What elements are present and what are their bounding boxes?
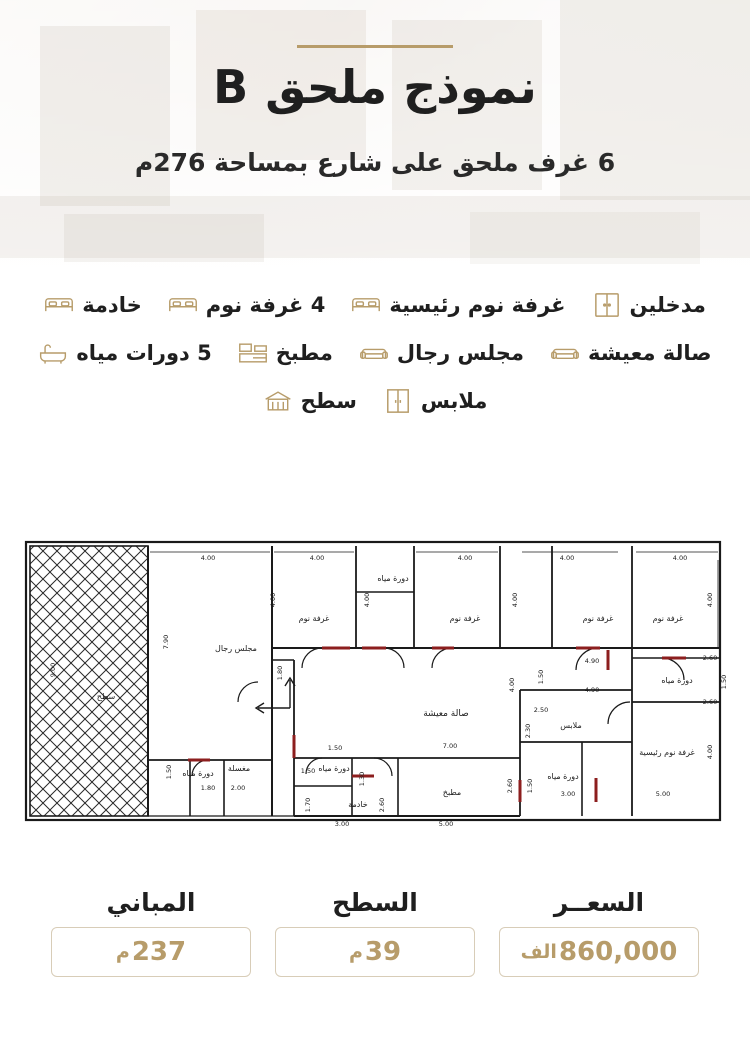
plan-room-label: سطح <box>96 692 116 701</box>
plan-room-label: غرفة نوم <box>298 614 330 623</box>
plan-room-label: صالة معيشة <box>423 709 469 719</box>
svg-text:1.50: 1.50 <box>526 778 534 794</box>
plan-room-label: ملابس <box>560 721 582 730</box>
svg-text:4.90: 4.90 <box>584 657 600 665</box>
svg-text:2.60: 2.60 <box>506 778 514 794</box>
svg-text:7.00: 7.00 <box>442 742 458 750</box>
svg-text:1.70: 1.70 <box>304 797 312 813</box>
plan-room-label: غرفة نوم <box>582 614 614 623</box>
stat-value: 860,000 <box>558 937 678 967</box>
svg-text:4.00: 4.00 <box>309 554 325 562</box>
hero-shape <box>470 212 700 264</box>
svg-text:4.00: 4.00 <box>200 554 216 562</box>
svg-text:4.00: 4.00 <box>672 554 688 562</box>
svg-text:5.00: 5.00 <box>655 790 671 798</box>
sofa-icon <box>359 340 389 366</box>
sofa-icon <box>550 340 580 366</box>
title-divider <box>297 45 453 48</box>
feature-item <box>38 340 211 366</box>
svg-text:2.60: 2.60 <box>378 797 386 813</box>
features-row <box>38 340 711 366</box>
svg-text:1.80: 1.80 <box>276 665 284 681</box>
kitchen-icon <box>238 340 268 366</box>
svg-text:9.00: 9.00 <box>49 662 57 678</box>
feature-item <box>168 292 326 318</box>
stat-value-box <box>275 927 475 977</box>
plan-room-label: خادمة <box>348 800 368 809</box>
plan-room-label: غرفة نوم رئيسية <box>639 748 695 757</box>
floor-plan <box>22 530 728 845</box>
feature-item <box>550 340 712 366</box>
svg-text:2.60: 2.60 <box>702 698 718 706</box>
bed-icon <box>168 292 198 318</box>
feature-label: ملابس <box>420 388 488 413</box>
stat-unit: م <box>348 941 363 963</box>
svg-text:4.00: 4.00 <box>269 592 277 608</box>
svg-text:1.50: 1.50 <box>165 764 173 780</box>
feature-label: خادمة <box>82 292 142 317</box>
svg-text:4.00: 4.00 <box>559 554 575 562</box>
svg-text:1.50: 1.50 <box>300 767 316 775</box>
stat-label: السعــر <box>553 888 645 917</box>
feature-item <box>383 388 488 414</box>
feature-item <box>351 292 565 318</box>
svg-text:1.50: 1.50 <box>327 744 343 752</box>
svg-text:4.00: 4.00 <box>706 592 714 608</box>
feature-label: غرفة نوم رئيسية <box>389 292 566 317</box>
bed-icon <box>44 292 74 318</box>
feature-item <box>592 292 706 318</box>
svg-text:7.90: 7.90 <box>162 634 170 650</box>
svg-text:1.50: 1.50 <box>720 674 728 690</box>
stat-price <box>500 888 698 977</box>
page-subtitle: 6 غرف ملحق على شارع بمساحة 276م <box>134 148 616 177</box>
svg-text:4.00: 4.00 <box>508 677 516 693</box>
stats-row <box>0 888 750 977</box>
features-row <box>44 292 706 318</box>
svg-text:2.50: 2.50 <box>533 706 549 714</box>
plan-room-label: دورة مياه <box>182 769 214 778</box>
plan-room-label: مجلس رجال <box>215 644 257 653</box>
svg-text:1.50: 1.50 <box>537 669 545 685</box>
door-icon <box>592 292 622 318</box>
plan-room-label: غرفة نوم <box>652 614 684 623</box>
svg-text:1.30: 1.30 <box>358 771 366 787</box>
svg-text:2.00: 2.00 <box>230 784 246 792</box>
stat-unit: الف <box>520 941 557 963</box>
feature-label: صالة معيشة <box>587 340 712 365</box>
feature-label: مجلس رجال <box>396 340 524 365</box>
svg-text:5.00: 5.00 <box>438 820 454 828</box>
stat-unit: م <box>115 941 130 963</box>
stat-value: 237 <box>131 937 187 967</box>
plan-room-label: مطبخ <box>442 788 462 797</box>
plan-room-label: دورة مياه <box>547 772 579 781</box>
hero-shape <box>40 26 170 206</box>
page-title: نموذج ملحق B <box>213 60 537 114</box>
stat-label: المباني <box>106 888 196 917</box>
svg-text:1.80: 1.80 <box>200 784 216 792</box>
plan-room-label: مغسلة <box>227 764 251 773</box>
feature-item <box>44 292 142 318</box>
plan-room-label: دورة مياه <box>661 676 693 685</box>
svg-text:4.00: 4.00 <box>511 592 519 608</box>
feature-label: مدخلين <box>629 292 706 317</box>
feature-label: مطبخ <box>275 340 333 365</box>
bed-icon <box>351 292 381 318</box>
stat-value-box <box>499 927 699 977</box>
hero-shape <box>64 214 264 262</box>
plan-room-label: دورة مياه <box>377 574 409 583</box>
feature-label: سطح <box>300 388 357 413</box>
stat-roof <box>276 888 474 977</box>
plan-room-label: دورة مياه <box>318 764 350 773</box>
stat-value: 39 <box>364 937 402 967</box>
svg-text:4.00: 4.00 <box>706 744 714 760</box>
feature-item <box>263 388 357 414</box>
bathtub-icon <box>38 340 68 366</box>
svg-text:4.90: 4.90 <box>584 686 600 694</box>
features-list <box>0 292 750 414</box>
feature-label: 4 غرفة نوم <box>205 292 326 317</box>
features-row <box>263 388 488 414</box>
wardrobe-icon <box>383 388 413 414</box>
stat-value-box <box>51 927 251 977</box>
plan-room-label: غرفة نوم <box>449 614 481 623</box>
svg-text:4.00: 4.00 <box>363 592 371 608</box>
svg-text:4.00: 4.00 <box>457 554 473 562</box>
roof-icon <box>263 388 293 414</box>
stat-buildings <box>52 888 250 977</box>
svg-text:2.30: 2.30 <box>524 723 532 739</box>
svg-text:3.00: 3.00 <box>334 820 350 828</box>
feature-item <box>359 340 524 366</box>
feature-item <box>238 340 333 366</box>
stat-label: السطح <box>332 888 418 917</box>
svg-text:3.00: 3.00 <box>560 790 576 798</box>
feature-label: 5 دورات مياه <box>76 340 212 365</box>
svg-text:2.60: 2.60 <box>702 654 718 662</box>
